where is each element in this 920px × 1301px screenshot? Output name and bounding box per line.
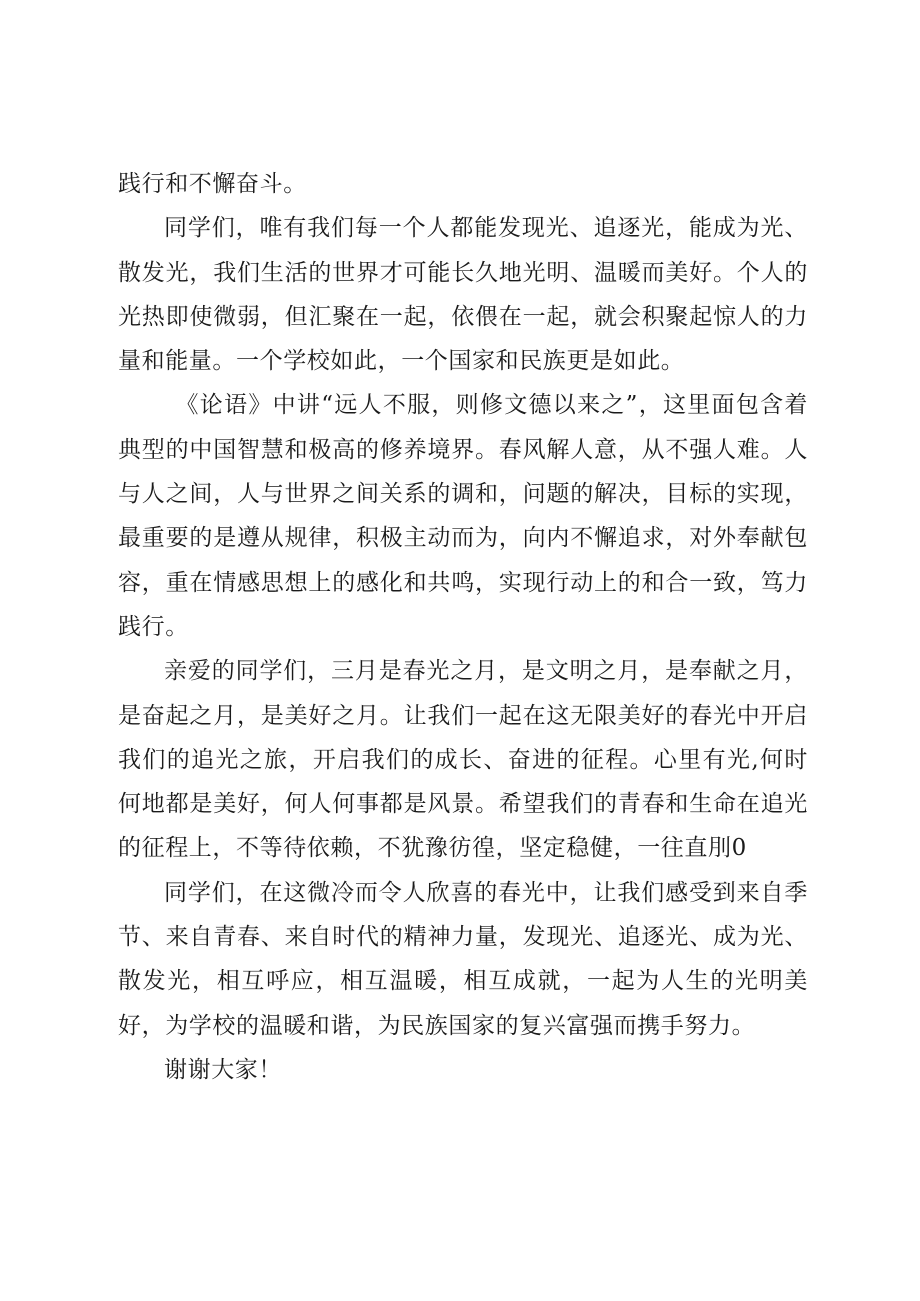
paragraph-march: 亲爱的同学们，三月是春光之月，是文明之月，是奉献之月，是奋起之月，是美好之月。让我们一起在这无限美好的春光中开启我们的追光之旅，开启我们的成长、奋进的征程。心里有光,何时何地都是美好，何人何事都是风景。希望我们的青春和生命在追光的征程上，不等待依赖，不犹豫彷徨，坚定稳健，一往直刖0 — [118, 658, 808, 862]
speech-body — [118, 162, 808, 1092]
paragraph-light: 同学们，唯有我们每一个人都能发现光、追逐光，能成为光、散发光，我们生活的世界才可能长久地光明、温暖而美好。个人的光热即使微弱，但汇聚在一起，依偎在一起，就会积聚起惊人的力量和能量。一个学校如此，一个国家和民族更是如此。 — [118, 215, 808, 375]
paragraph-continuation: 践行和不懈奋斗。 — [118, 171, 307, 197]
paragraph-analects: 《论语》中讲“远人不服，则修文德以来之”，这里面包含着典型的中国智慧和极高的修养境界。春风解人意，从不强人难。人与人之间，人与世界之间关系的调和，问题的解决，目标的实现，最重要的是遵从规律，积极主动而为，向内不懈追求，对外奉献包容，重在情感思想上的感化和共鸣，实现行动上的和合一致，笃力践行。 — [118, 392, 808, 640]
paragraph-spring: 同学们，在这微冷而令人欣喜的春光中，让我们感受到来自季节、来自青春、来自时代的精神力量，发现光、追逐光、成为光、散发光，相互呼应，相互温暖，相互成就，一起为人生的光明美好，为学校的温暖和谐，为民族国家的复兴富强而携手努力。 — [118, 879, 808, 1039]
paragraph-thanks: 谢谢大家！ — [164, 1056, 282, 1083]
